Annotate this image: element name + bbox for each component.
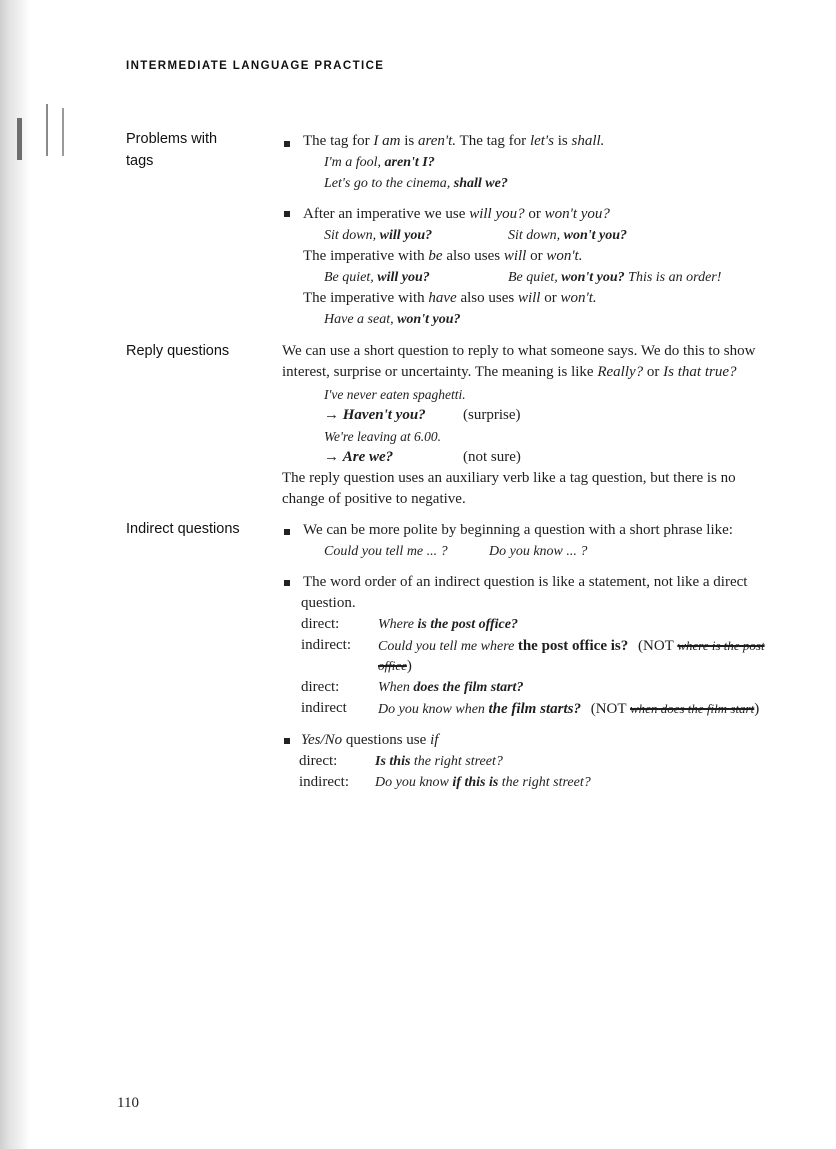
bullet	[284, 141, 290, 147]
example-sentence: Do you know when the film starts? (NOT when does the film start)	[378, 701, 760, 717]
scan-artifact	[46, 104, 48, 156]
indirect-rule-2: The word order of an indirect question is like a statement, not like a direct	[303, 574, 748, 590]
indirect-rule-3: Yes/No questions use if	[301, 732, 439, 748]
row-label: direct:	[301, 679, 340, 695]
example-sentence: Let's go to the cinema, shall we?	[324, 176, 508, 191]
example-sentence: Is this the right street?	[375, 754, 503, 769]
example-sentence: I'm a fool, aren't I?	[324, 155, 435, 170]
example-sentence: I've never eaten spaghetti.	[324, 387, 466, 402]
arrow-icon: →	[324, 449, 339, 465]
example-sentence: Sit down, will you?	[324, 228, 433, 243]
scan-artifact	[62, 108, 64, 156]
indirect-rule-1: We can be more polite by beginning a question with a short phrase like:	[303, 522, 733, 538]
scan-shadow	[0, 0, 30, 1149]
example-sentence: Be quiet, won't you? This is an order!	[508, 270, 722, 285]
row-label: indirect:	[299, 774, 349, 790]
indirect-rule-2: question.	[301, 595, 356, 611]
tags-rule-3: The imperative with be also uses will or won't.	[303, 248, 583, 264]
row-label: direct:	[301, 616, 340, 632]
reply-text: change of positive to negative.	[282, 491, 466, 507]
page-header: INTERMEDIATE LANGUAGE PRACTICE	[126, 60, 385, 72]
example-sentence: Could you tell me where the post office is? (NOT where is the post	[378, 638, 765, 654]
example-sentence: Could you tell me ... ?	[324, 544, 448, 559]
example-sentence: When does the film start?	[378, 680, 524, 695]
example-sentence: Do you know ... ?	[489, 544, 588, 559]
reply-text: interest, surprise or uncertainty. The meaning is like Really? or Is that true?	[282, 364, 737, 380]
bullet	[284, 738, 290, 744]
example-sentence: → Are we?	[324, 449, 394, 465]
tags-rule-1: The tag for I am is aren't. The tag for let's is shall.	[303, 133, 605, 149]
section-label-reply: Reply questions	[126, 343, 230, 359]
tags-rule-4: The imperative with have also uses will or won't.	[303, 290, 597, 306]
bullet	[284, 580, 290, 586]
example-sentence: Where is the post office?	[378, 617, 518, 632]
bullet	[284, 529, 290, 535]
reply-text: We can use a short question to reply to what someone says. We do this to show	[282, 343, 756, 359]
example-sentence: Be quiet, will you?	[324, 270, 430, 285]
row-label: direct:	[299, 753, 338, 769]
page-number: 110	[117, 1095, 139, 1111]
scan-artifact	[17, 118, 22, 160]
tags-rule-2: After an imperative we use will you? or won't you?	[303, 206, 610, 222]
example-note: (not sure)	[463, 449, 521, 465]
example-sentence: office)	[378, 658, 412, 674]
example-sentence: Do you know if this is the right street?	[375, 775, 591, 790]
example-sentence: → Haven't you?	[324, 407, 426, 423]
example-note: (surprise)	[463, 407, 521, 423]
example-sentence: We're leaving at 6.00.	[324, 429, 441, 444]
row-label: indirect	[301, 700, 347, 716]
section-label-indirect: Indirect questions	[126, 521, 240, 537]
example-sentence: Sit down, won't you?	[508, 228, 628, 243]
example-sentence: Have a seat, won't you?	[324, 312, 461, 327]
row-label: indirect:	[301, 637, 351, 653]
section-label-tags: Problems with tags	[126, 131, 218, 169]
bullet	[284, 211, 290, 217]
reply-text: The reply question uses an auxiliary verb like a tag question, but there is no	[282, 470, 736, 486]
arrow-icon: →	[324, 407, 339, 423]
